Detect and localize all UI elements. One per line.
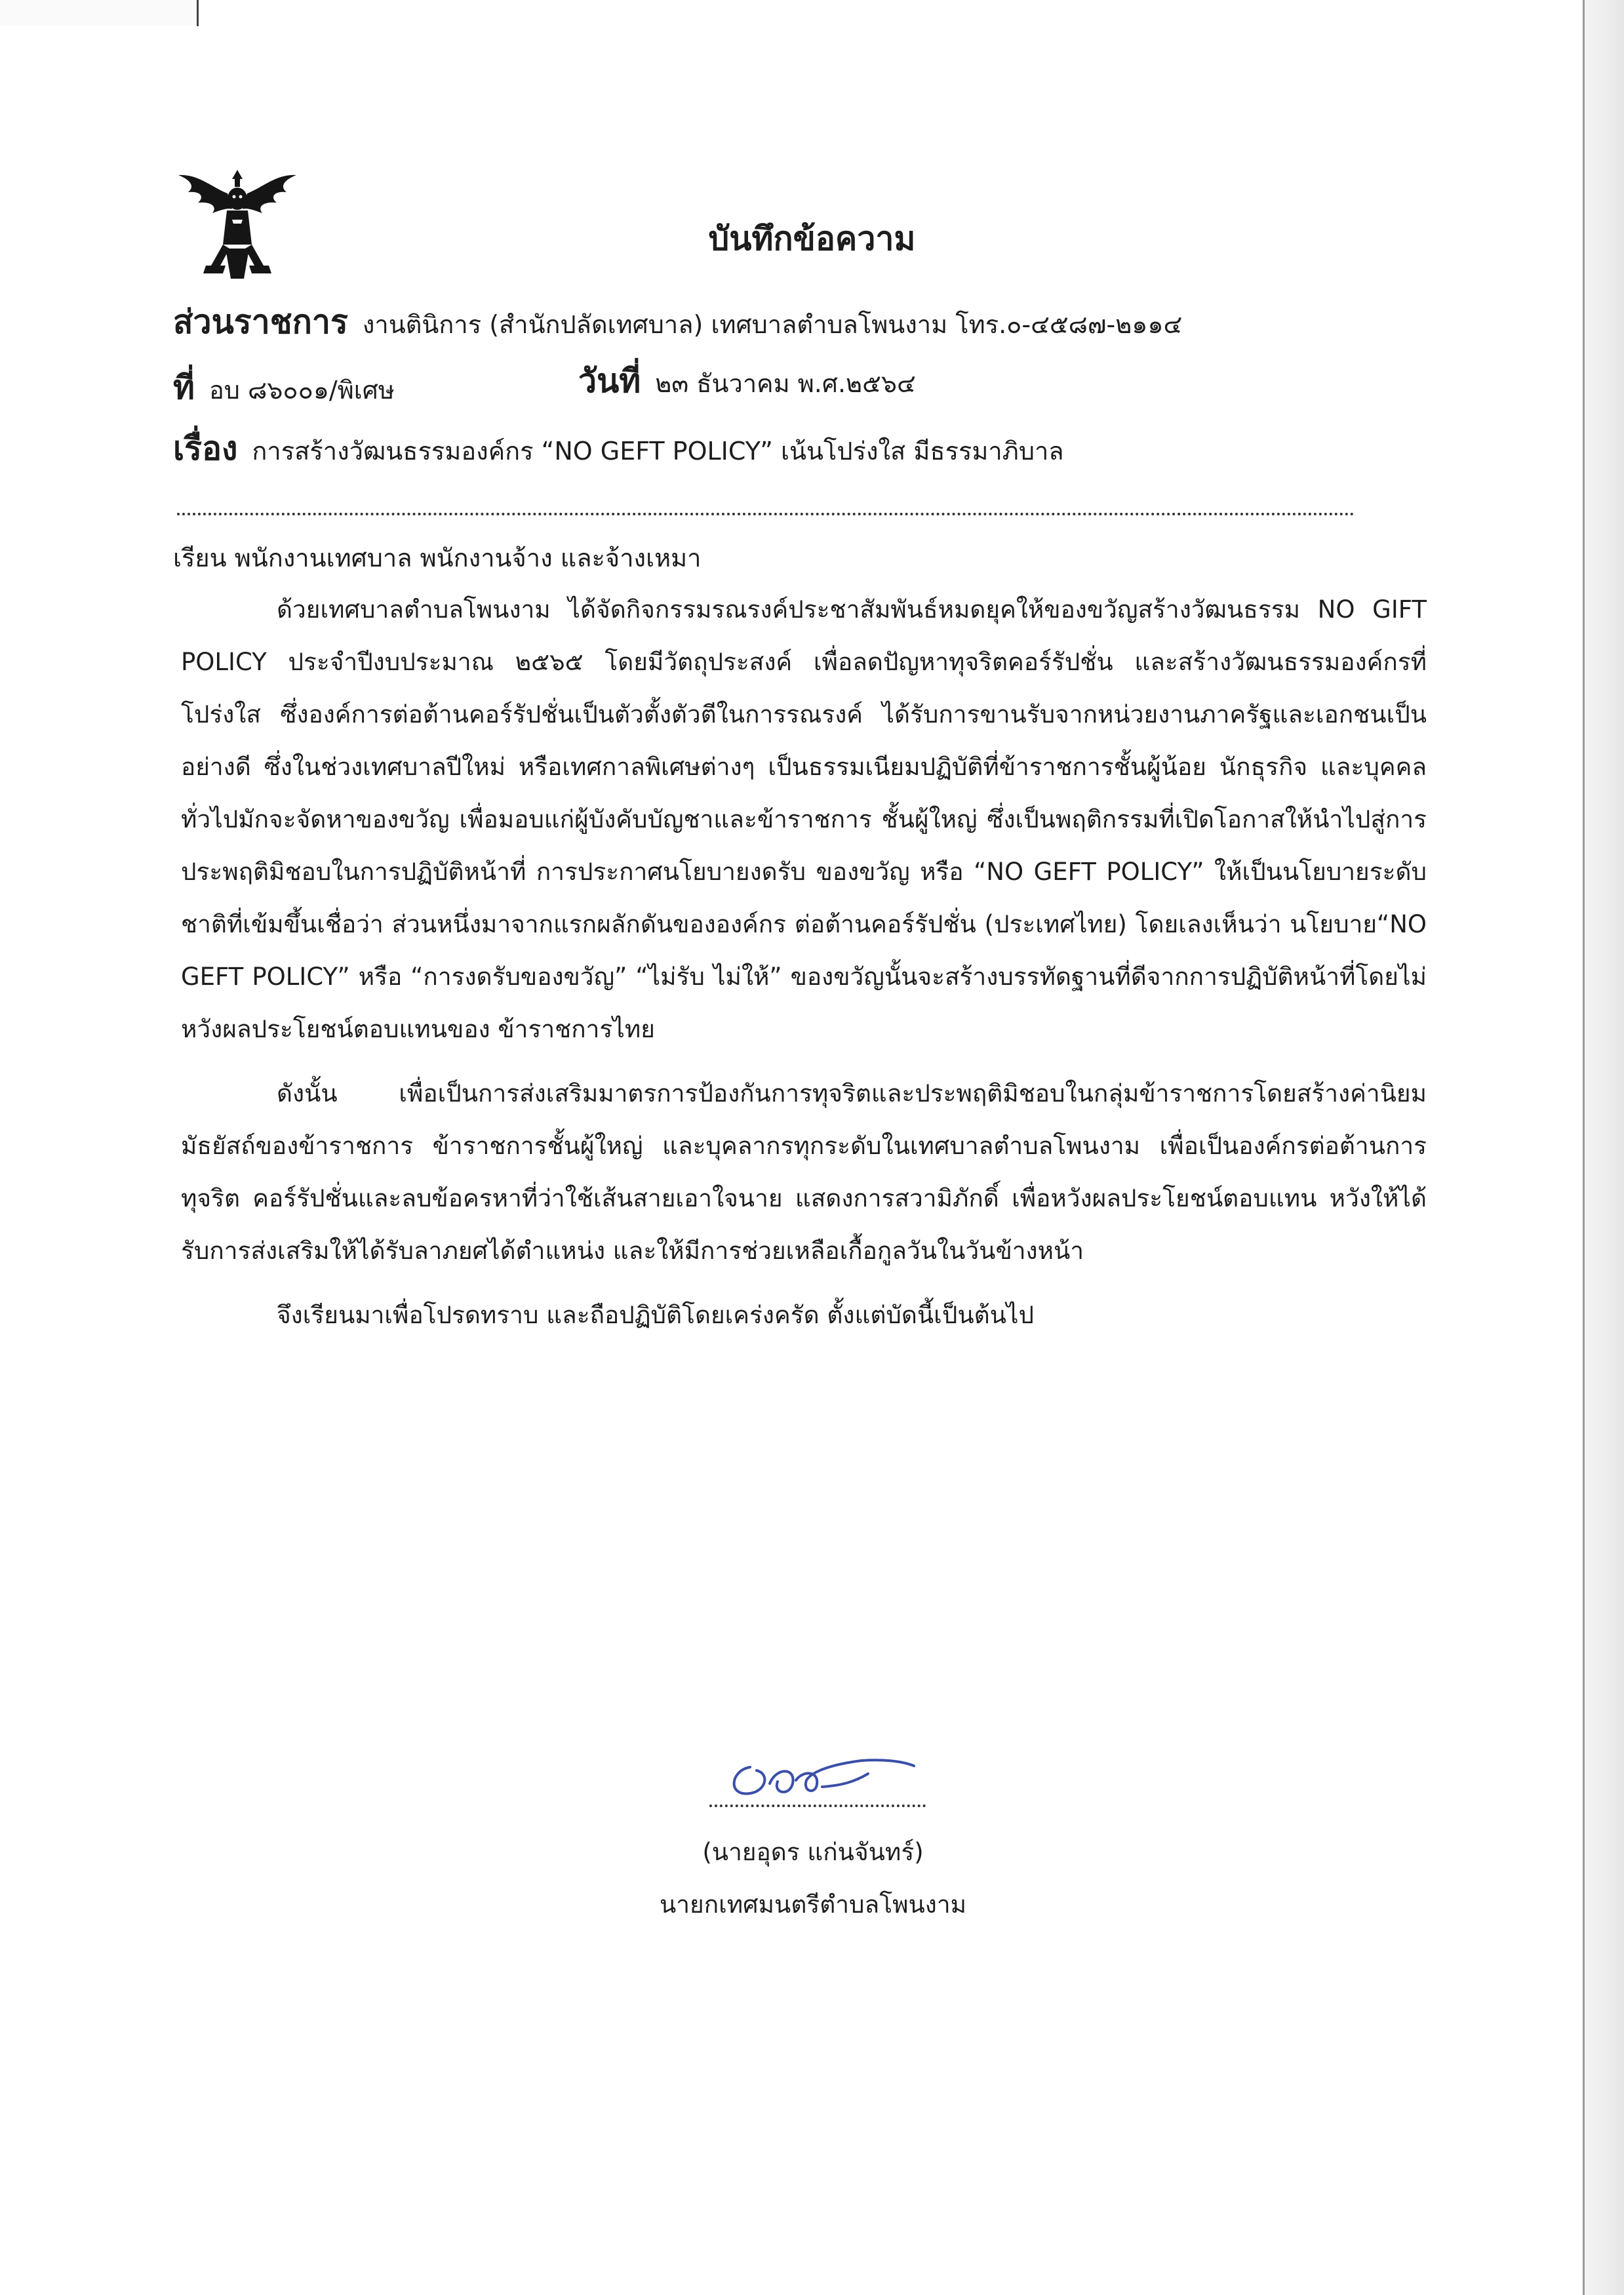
paragraph-1 <box>181 584 1427 1056</box>
signer-position: นายกเทศมนตรีตำบลโพนงาม <box>659 1890 966 1919</box>
paragraph-2 <box>181 1068 1427 1277</box>
scan-edge-left <box>0 0 199 26</box>
paragraph-2-text: ดังนั้น เพื่อเป็นการส่งเสริมมาตรการป้องกันการทุจริตและประพฤติมิชอบในกลุ่มข้าราชการโดยสร้างค่านิยมมัธยัสถ์ของข้าราชการ ข้าราชการชั้นผู้ใหญ่ และบุคลากรทุกระดับในเทศบาลตำบลโพนงาม เพื่อเป็นองค์กรต่อต้านการทุจริต คอร์รัปชั่นและลบข้อครหาที่ว่าใช้เส้นสายเอาใจนาย แสดงการสวามิภักดิ์ เพื่อหวังผลประโยชน์ตอบแทน หวังให้ได้รับการส่งเสริมให้ได้รับลาภยศได้ตำแหน่ง และให้มีการช่วยเหลือเกื้อกูลวันในวันข้างหน้า <box>181 1079 1427 1265</box>
subject-label: เรื่อง <box>173 429 238 468</box>
memo-title: บันทึกข้อความ <box>708 220 916 258</box>
signer-name: (นายอุดร แก่นจันทร์) <box>702 1838 924 1866</box>
department-label: ส่วนราชการ <box>173 303 348 341</box>
salutation: เรียน พนักงานเทศบาล พนักงานจ้าง และจ้างเหมา <box>173 544 702 572</box>
paragraph-3-text: จึงเรียนมาเพื่อโปรดทราบ และถือปฏิบัติโดยเคร่งครัด ตั้งแต่บัดนี้เป็นต้นไป <box>277 1301 1035 1329</box>
date-value: ๒๓ ธันวาคม พ.ศ.๒๕๖๔ <box>655 369 916 398</box>
reference-label: ที่ <box>173 369 195 407</box>
date-line <box>578 355 916 407</box>
paragraph-3 <box>181 1289 1427 1342</box>
department-line <box>173 296 1182 348</box>
scan-edge-right <box>1583 0 1624 2295</box>
handwritten-signature <box>704 1741 931 1810</box>
subject-line <box>173 423 1064 475</box>
subject-value: การสร้างวัฒนธรรมองค์กร “NO GEFT POLICY” เน้นโปร่งใส มีธรรมาภิบาล <box>252 437 1064 466</box>
paragraph-1-text: ด้วยเทศบาลตำบลโพนงาม ได้จัดกิจกรรมรณรงค์ประชาสัมพันธ์หมดยุคให้ของขวัญสร้างวัฒนธรรม NO GIFT POLICY ประจำปีงบประมาณ ๒๕๖๕ โดยมีวัตถุประสงค์ เพื่อลดปัญหาทุจริตคอร์รัปชั่น และสร้างวัฒนธรรมองค์กรที่โปร่งใส ซึ่งองค์การต่อต้านคอร์รัปชั่นเป็นตัวตั้งตัวตีในการรณรงค์ ได้รับการขานรับจากหน่วยงานภาครัฐและเอกชนเป็นอย่างดี ซึ่งในช่วงเทศบาลปีใหม่ หรือเทศกาลพิเศษต่างๆ เป็นธรรมเนียมปฏิบัติที่ข้าราชการชั้นผู้น้อย นักธุรกิจ และบุคคลทั่วไปมักจะจัดหาของขวัญ เพื่อมอบแก่ผู้บังคับบัญชาและข้าราชการ ชั้นผู้ใหญ่ ซึ่งเป็นพฤติกรรมที่เปิดโอกาสให้นำไปสู่การประพฤติมิชอบในการปฏิบัติหน้าที่ การประกาศนโยบายงดรับ ของขวัญ หรือ “NO GEFT POLICY” ให้เป็นนโยบายระดับชาติที่เข้มขึ้นเชื่อว่า ส่วนหนึ่งมาจากแรกผลักดันขององค์กร ต่อต้านคอร์รัปชั่น (ประเทศไทย) โดยเลงเห็นว่า นโยบาย“NO GEFT POLICY” หรือ “การงดรับของขวัญ” “ไม่รับ ไม่ให้” ของขวัญนั้นจะสร้างบรรทัดฐานที่ดีจากการปฏิบัติหน้าที่โดยไม่หวังผลประโยชน์ตอบแทนของ ข้าราชการไทย <box>181 595 1427 1043</box>
signature-line <box>709 1805 926 1807</box>
memo-body <box>181 584 1427 1353</box>
reference-line <box>173 362 395 414</box>
department-value: งานตินิการ (สำนักปลัดเทศบาล) เทศบาลตำบลโพนงาม โทร.๐-๔๕๘๗-๒๑๑๔ <box>362 310 1183 339</box>
date-label: วันที่ <box>578 362 641 400</box>
header-divider <box>177 513 1355 515</box>
reference-value: อบ ๘๖๐๐๑/พิเศษ <box>208 376 395 405</box>
